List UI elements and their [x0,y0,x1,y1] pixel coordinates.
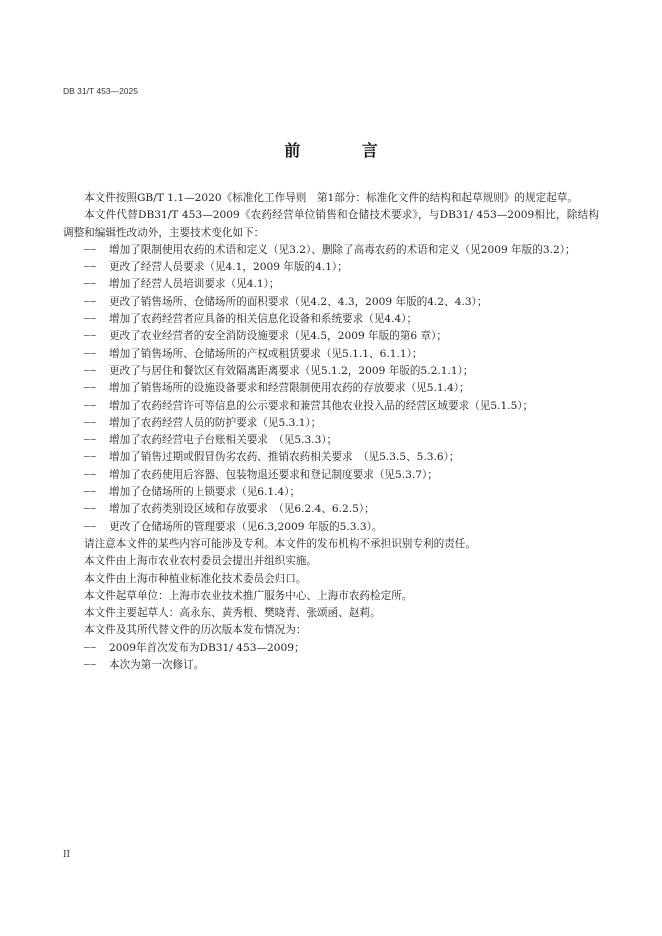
list-item-text: 更改了经营人员要求（见4.1，2009 年版的4.1）； [109,261,348,274]
list-item-text: 增加了限制使用农药的术语和定义（见3.2）、删除了高毒农药的术语和定义（见2009 年版的3.2）； [109,243,576,256]
list-item [63,363,599,380]
list-item [63,328,599,345]
page-title: 前 言 [284,141,406,160]
list-item [63,432,599,449]
dash-marker: —— [84,314,97,325]
list-item-text: 增加了销售场所、仓储场所的产权或租赁要求（见5.1.1、6.1.1）； [109,347,423,360]
list-item [63,294,599,311]
dash-marker: —— [84,348,97,359]
list-item [63,415,599,432]
list-item [63,346,599,363]
patent-notice: 请注意本文件的某些内容可能涉及专利。本文件的发布机构不承担识别专利的责任。 [84,537,476,550]
list-item-text: 增加了销售过期或假冒伪劣农药、推销农药相关要求 （见5.3.5、5.3.6）； [109,451,460,464]
list-item-text: 增加了农药经营者应具备的相关信息化设备和系统要求（见4.4）； [109,313,418,326]
list-item-text: 2009年首次发布为DB31/ 453—2009； [109,641,305,654]
dash-marker: —— [84,469,97,480]
page-number: II [63,850,71,860]
dash-marker: —— [84,435,97,446]
dash-marker: —— [84,521,97,532]
dash-marker: —— [84,279,97,290]
list-item [63,311,599,328]
intro-paragraph: 本文件代替DB31/T 453—2009《农药经营单位销售和仓储技术要求》，与DB31/ 453—2009相比，除结构调整和编辑性改动外，主要技术变化如下： [63,209,599,239]
dash-marker: —— [84,660,97,671]
dash-marker: —— [84,296,97,307]
list-item-text: 增加了农药使用后容器、包装物退还要求和登记制度要求（见5.3.7）； [109,468,438,481]
list-item-text: 增加了农药经营电子台账相关要求 （见5.3.3）； [109,434,338,447]
drafters: 本文件主要起草人：高永东、黄秀根、樊晓青、张颂函、赵莉。 [84,607,381,620]
dash-marker: —— [84,365,97,376]
list-item [63,380,599,397]
list-item-text: 更改了销售场所、仓储场所的面积要求（见4.2、4.3，2009 年版的4.2、4.3）； [109,295,488,308]
list-item-text: 增加了农药类别设区域和存放要求 （见6.2.4、6.2.5）； [109,503,375,516]
dash-marker: —— [84,642,97,653]
history-intro: 本文件及其所代替文件的历次版本发布情况为： [84,624,307,637]
list-item [63,640,599,657]
list-item-text: 更改了仓储场所的管理要求（见6.3,2009 年版的5.3.3）。 [109,520,383,533]
proposer-statement: 本文件由上海市农业农村委员会提出并组织实施。 [84,555,318,568]
intro-paragraph: 本文件按照GB/T 1.1—2020《标准化工作导则 第1部分：标准化文件的结构和起草规则》的规定起草。 [84,192,578,204]
list-item [63,449,599,466]
list-item [63,657,599,674]
dash-marker: —— [84,400,97,411]
list-item-text: 增加了农药经营人员的防护要求（见5.3.1）； [109,416,322,429]
dash-marker: —— [84,504,97,515]
drafting-units: 本文件起草单位：上海市农业技术推广服务中心、上海市农药检定所。 [84,589,413,602]
list-item-text: 更改了与居住和餐饮区有效隔离距离要求（见5.1.2，2009 年版的5.2.1.1）； [109,364,474,377]
foreword-body [63,190,599,674]
document-code: DB 31/T 453—2025 [63,86,138,96]
list-item [63,276,599,293]
list-item-text: 增加了仓储场所的上锁要求（见6.1.4）； [109,486,301,499]
list-item [63,259,599,276]
dash-marker: —— [84,487,97,498]
dash-marker: —— [84,331,97,342]
changes-list [63,242,599,536]
committee-statement: 本文件由上海市种植业标准化技术委员会归口。 [84,572,307,585]
list-item-text: 增加了农药经营许可等信息的公示要求和兼营其他农业投入品的经营区域要求（见5.1.5）； [109,399,534,412]
list-item [63,398,599,415]
dash-marker: —— [84,417,97,428]
list-item [63,467,599,484]
list-item-text: 本次为第一次修订。 [109,659,205,672]
list-item [63,501,599,518]
dash-marker: —— [84,452,97,463]
dash-marker: —— [84,244,97,255]
dash-marker: —— [84,383,97,394]
list-item [63,242,599,259]
list-item [63,519,599,536]
history-list [63,640,599,675]
list-item-text: 增加了经营人员培训要求（见4.1）； [109,278,280,291]
list-item-text: 更改了农业经营者的安全消防设施要求（见4.5，2009 年版的第6 章）； [109,330,448,343]
list-item-text: 增加了销售场所的设施设备要求和经营限制使用农药的存放要求（见5.1.4）； [109,382,470,395]
dash-marker: —— [84,262,97,273]
list-item [63,484,599,501]
